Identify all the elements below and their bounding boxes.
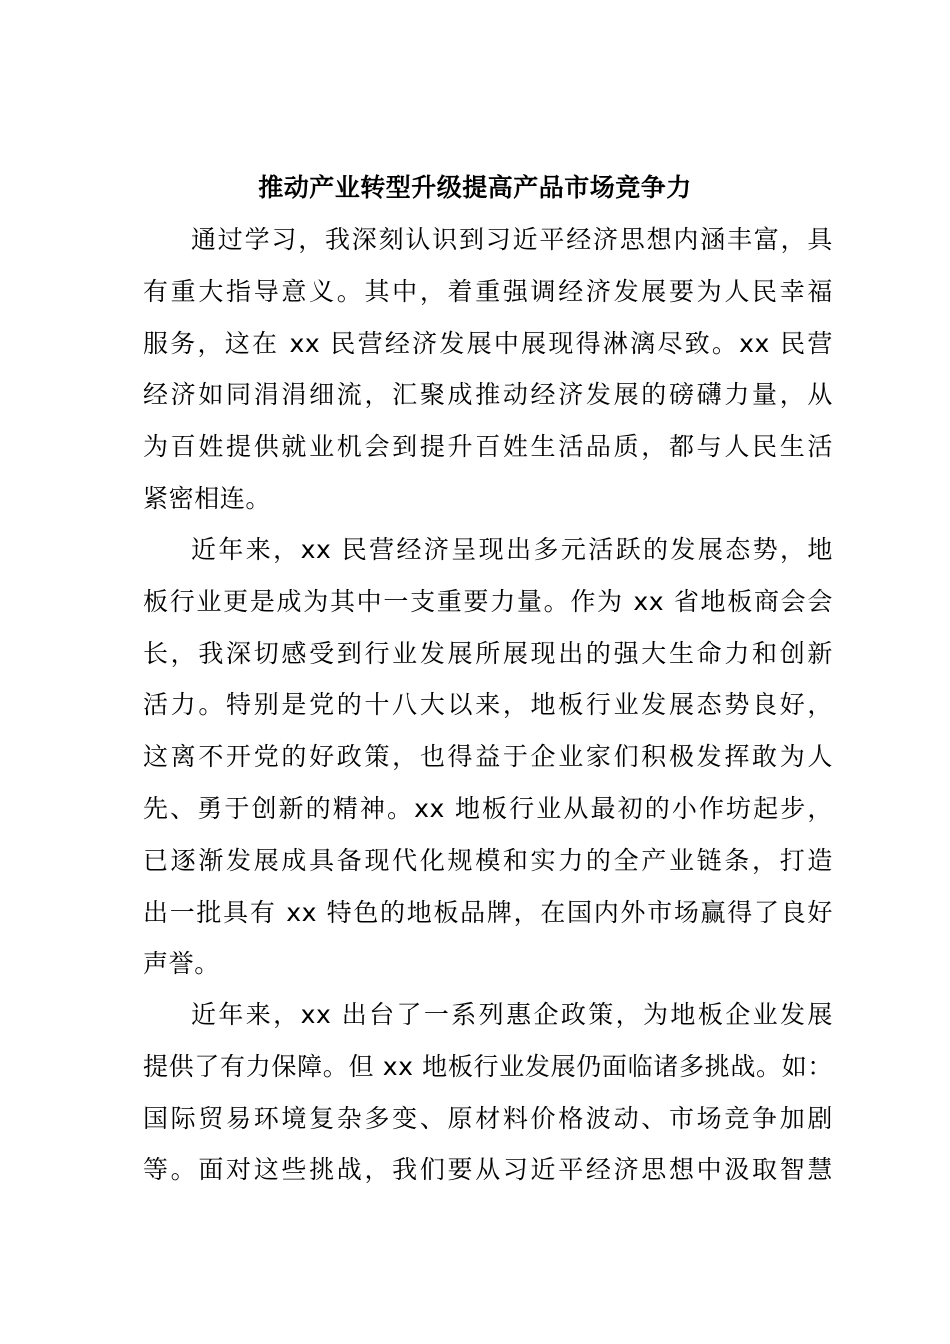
paragraph-line: 先、勇于创新的精神。xx 地板行业从最初的小作坊起步，: [143, 793, 833, 823]
paragraph-line: 这离不开党的好政策，也得益于企业家们积极发挥敢为人: [143, 742, 833, 772]
document-title: 推动产业转型升级提高产品市场竞争力: [258, 173, 692, 202]
paragraph-line: 近年来，xx 民营经济呈现出多元活跃的发展态势，地: [191, 535, 833, 564]
paragraph-line: 提供了有力保障。但 xx 地板行业发展仍面临诸多挑战。如：: [143, 1051, 833, 1081]
paragraph-line: 声誉。: [143, 949, 220, 979]
paragraph-line: 板行业更是成为其中一支重要力量。作为 xx 省地板商会会: [143, 586, 833, 616]
paragraph-line: 服务，这在 xx 民营经济发展中展现得淋漓尽致。xx 民营: [143, 328, 833, 358]
paragraph-line: 有重大指导意义。其中，着重强调经济发展要为人民幸福: [143, 276, 833, 306]
paragraph-line: 紧密相连。: [143, 483, 272, 513]
paragraph-line: 活力。特别是党的十八大以来，地板行业发展态势良好，: [143, 690, 833, 720]
paragraph-3: [143, 989, 833, 1196]
paragraph-line: 为百姓提供就业机会到提升百姓生活品质，都与人民生活: [143, 432, 833, 462]
paragraph-line: 国际贸易环境复杂多变、原材料价格波动、市场竞争加剧: [143, 1103, 833, 1133]
paragraph-line: 通过学习，我深刻认识到习近平经济思想内涵丰富，具: [191, 225, 833, 254]
paragraph-2: [143, 524, 833, 990]
paragraph-line: 近年来，xx 出台了一系列惠企政策，为地板企业发展: [191, 1000, 833, 1029]
paragraph-1: [143, 214, 833, 525]
paragraph-line: 出一批具有 xx 特色的地板品牌，在国内外市场赢得了良好: [143, 897, 833, 927]
paragraph-line: 经济如同涓涓细流，汇聚成推动经济发展的磅礴力量，从: [143, 380, 833, 410]
paragraph-line: 等。面对这些挑战，我们要从习近平经济思想中汲取智慧: [143, 1155, 833, 1185]
paragraph-line: 已逐渐发展成具备现代化规模和实力的全产业链条，打造: [143, 845, 833, 875]
paragraph-line: 长，我深切感受到行业发展所展现出的强大生命力和创新: [143, 638, 833, 668]
